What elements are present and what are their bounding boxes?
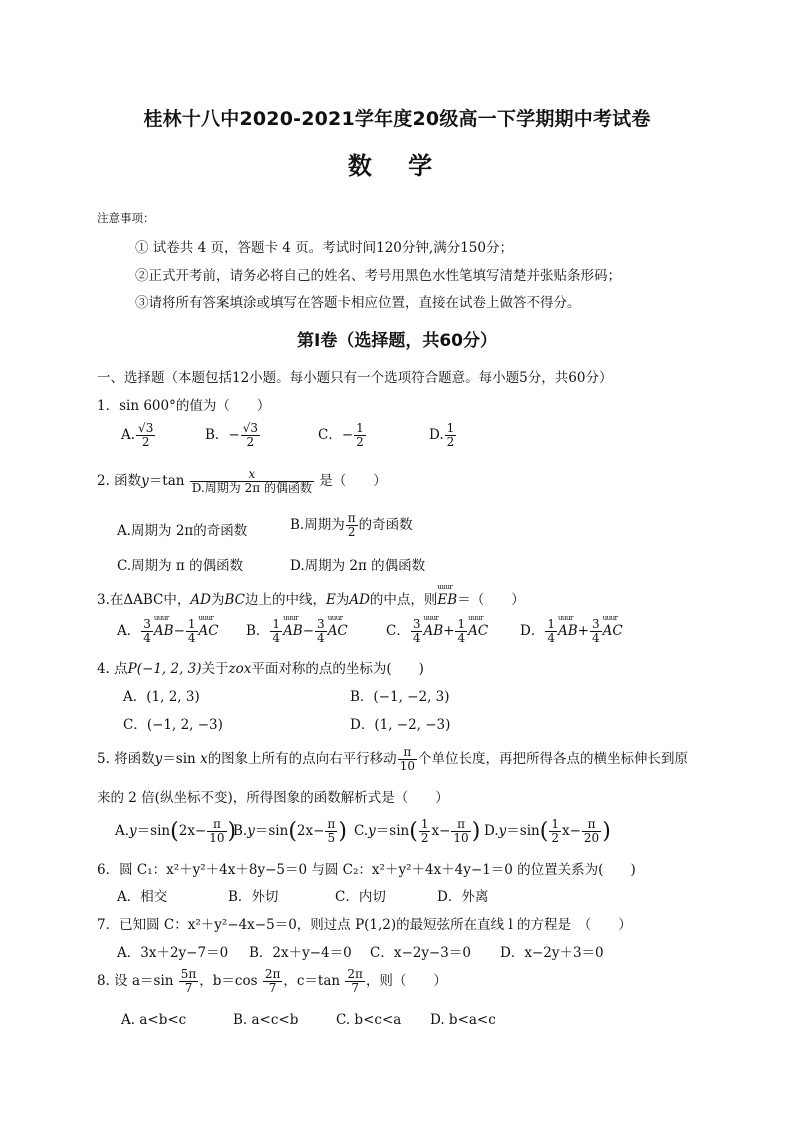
exam-subject: 数 学	[347, 152, 447, 180]
question-8-stem: 8. 设 a＝sin $\frac{5\pi}{7}$ ，b＝cos $\frac{2\pi}{7}$ ，c＝tan $\frac{2\pi}{7}$ ，则（ ）	[97, 967, 447, 995]
fraction: $\frac{3}{4}$	[412, 617, 421, 645]
question-6-option-b: B．外切	[228, 889, 279, 905]
question-7-option-d: D．x−2y＋3＝0	[500, 945, 604, 961]
question-8-option-a: A. a<b<c	[121, 1012, 187, 1028]
fraction: $\frac{2\pi}{7}$	[264, 967, 281, 995]
question-5-stem-line-2: 来的 2 倍(纵坐标不变)，所得图象的函数解析式是（ ）	[97, 790, 449, 806]
question-6-stem: 6．圆 C₁：x²＋y²＋4x＋8y−5＝0 与圆 C₂：x²＋y²＋4x＋4y−1＝0 的位置关系为( )	[97, 862, 636, 878]
fraction: $\frac{\pi}{10}$	[399, 745, 415, 773]
fraction: $\frac{1}{4}$	[187, 617, 196, 645]
question-3-option-b: B． $\frac{1}{4}$ uuur AB− $\frac{3}{4}$ uuur AC	[246, 618, 348, 645]
fraction: $\frac{1}{2}$	[420, 817, 429, 845]
question-3-option-c: C． $\frac{3}{4}$ uuur AB+ $\frac{1}{4}$ uuur AC	[386, 618, 488, 645]
question-4-stem: 4. 点P(−1, 2, 3)关于zox平面对称的点的坐标为( )	[97, 661, 424, 677]
question-3-option-d: D． $\frac{1}{4}$ uuur AB+ $\frac{3}{4}$ uuur AC	[520, 618, 623, 645]
fraction: $\frac{1}{2}$	[446, 421, 455, 449]
question-2-stem: 2. 函数y＝tan $\frac{x}{\text{D.周期为 2π 的偶函数}}$ 是（ ）	[97, 467, 387, 495]
question-4-option-c: C．(−1, 2, −3)	[123, 717, 223, 733]
question-5-option-d: D.y＝sin( $\frac{1}{2}$ x− $\frac{\pi}{20}$ )	[484, 817, 611, 845]
fraction: $\frac{3}{4}$	[143, 617, 151, 645]
question-1-stem: 1．sin 600°的值为（ ）	[97, 398, 271, 414]
question-8-option-b: B. a<c<b	[233, 1012, 299, 1028]
fraction: $\frac{1}{4}$	[547, 617, 555, 645]
fraction: $\frac{1}{4}$	[272, 617, 281, 645]
exam-title: 桂林十八中2020-2021学年度20级高一下学期期中考试卷	[143, 108, 651, 130]
question-7-option-b: B．2x＋y−4＝0	[249, 945, 352, 961]
notice-item-2: ②正式开考前，请务必将自己的姓名、考号用黑色水性笔填写清楚并张贴条形码；	[135, 268, 621, 284]
question-3-stem: 3.在ΔABC中，AD为BC边上的中线，E为AD的中点，则uuur EB＝（ ）	[97, 588, 525, 608]
question-2-option-c: C.周期为 π 的偶函数	[117, 558, 244, 574]
notice-item-1: ① 试卷共 4 页，答题卡 4 页。考试时间120分钟,满分150分；	[135, 240, 513, 256]
question-2-option-a: A.周期为 2π的奇函数	[117, 523, 248, 539]
question-2-option-b: B.周期为 $\frac{\pi}{2}$ 的奇函数	[290, 511, 413, 539]
section-title: 第Ⅰ卷（选择题，共60分）	[297, 331, 497, 351]
fraction: $\frac{\pi}{5}$	[327, 817, 336, 845]
fraction: $\frac{1}{2}$	[551, 817, 559, 845]
part-instruction: 一、选择题（本题包括12小题。每小题只有一个选项符合题意。每小题5分，共60分）	[97, 370, 613, 386]
question-7-option-c: C．x−2y−3＝0	[370, 945, 471, 961]
question-4-option-a: A．(1, 2, 3)	[123, 689, 200, 705]
question-1-option-c: C．− $\frac{1}{2}$	[318, 421, 364, 449]
question-6-option-c: C．内切	[335, 889, 386, 905]
fraction: $\frac{x}{\text{D.周期为 2π 的偶函数}}$	[191, 467, 312, 495]
question-5-option-c: C.y＝sin( $\frac{1}{2}$ x− $\frac{\pi}{10}$ )	[354, 817, 481, 845]
fraction: $\frac{3}{4}$	[591, 617, 600, 645]
question-5-option-b: B.y＝sin(2x− $\frac{\pi}{5}$ )	[233, 817, 347, 845]
question-5-stem-line-1: 5. 将函数y＝sin x的图象上所有的点向右平行移动 $\frac{\pi}{10}$ 个单位长度，再把所得各点的横坐标伸长到原	[97, 745, 688, 773]
notice-item-3: ③请将所有答案填涂或填写在答题卡相应位置，直接在试卷上做答不得分。	[135, 295, 581, 311]
question-7-stem: 7．已知圆 C：x²＋y²−4x−5＝0，则过点 P(1,2)的最短弦所在直线 l 的方程是 （ ）	[97, 917, 632, 933]
fraction: $\frac{1}{2}$	[356, 421, 364, 449]
question-1-option-d: D. $\frac{1}{2}$	[429, 421, 455, 449]
question-3-option-a: A． $\frac{3}{4}$ uuur AB− $\frac{1}{4}$ uuur AC	[117, 618, 219, 645]
fraction: $\frac{√3}{2}$	[242, 421, 259, 449]
question-5-option-a: A.y＝sin(2x− $\frac{\pi}{10}$ )	[115, 817, 237, 845]
question-4-option-b: B．(−1, −2, 3)	[350, 689, 450, 705]
fraction: $\frac{\pi}{20}$	[583, 817, 600, 845]
fraction: $\frac{1}{4}$	[457, 617, 466, 645]
question-6-option-d: D．外离	[437, 889, 489, 905]
question-8-option-d: D. b<a<c	[430, 1012, 496, 1028]
question-1-option-b: B．− $\frac{√3}{2}$	[205, 421, 259, 449]
fraction: $\frac{5\pi}{7}$	[180, 967, 197, 995]
notice-label: 注意事项：	[97, 211, 155, 225]
fraction: $\frac{3}{4}$	[317, 617, 325, 645]
question-4-option-d: D．(1, −2, −3)	[350, 717, 451, 733]
fraction: $\frac{2\pi}{7}$	[347, 967, 363, 995]
fraction: $\frac{\pi}{10}$	[209, 817, 225, 845]
question-1-option-a: A. $\frac{√3}{2}$	[121, 421, 154, 449]
question-2-option-d: D.周期为 2π 的偶函数	[290, 558, 426, 574]
question-8-option-c: C. b<c<a	[336, 1012, 402, 1028]
fraction: $\frac{√3}{2}$	[138, 421, 154, 449]
question-7-option-a: A．3x＋2y−7＝0	[117, 945, 229, 961]
question-6-option-a: A．相交	[117, 889, 168, 905]
fraction: $\frac{\pi}{10}$	[453, 817, 469, 845]
fraction: $\frac{\pi}{2}$	[347, 511, 356, 539]
